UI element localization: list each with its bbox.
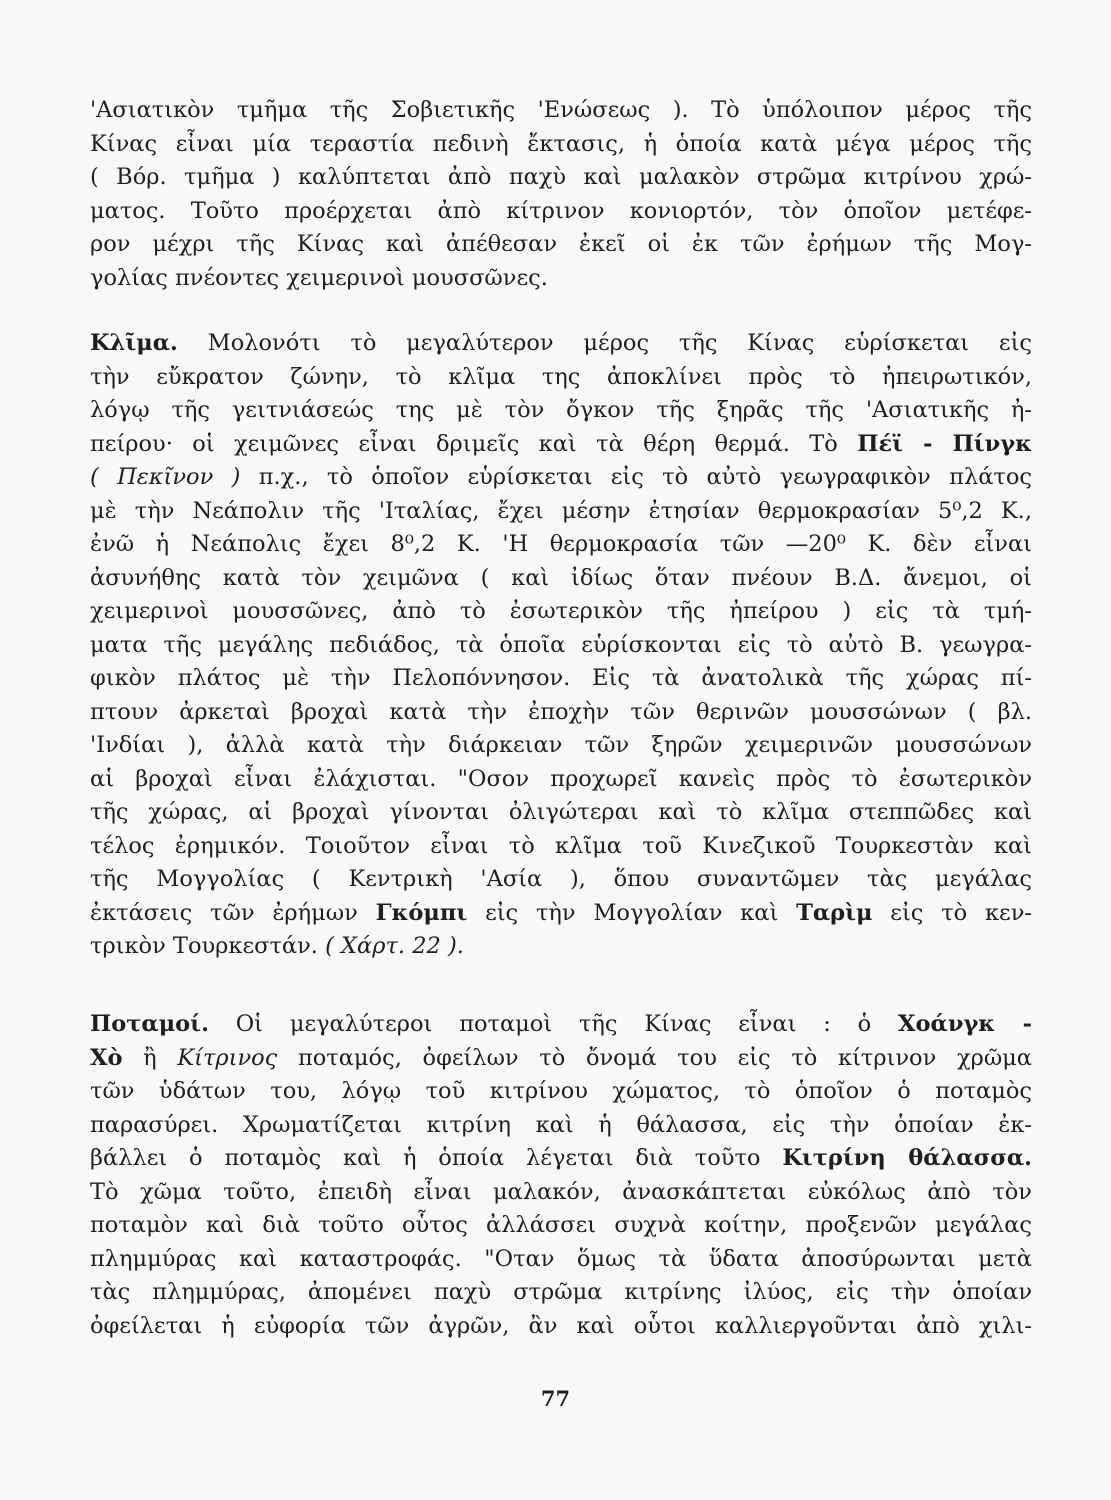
text-line (90, 1008, 1032, 1042)
text-line: λόγῳ τῆς γειτνιάσεώς της μὲ τὸν ὄγκον τῆς ξηρᾶς τῆς 'Ασιατικῆς ἠ- (90, 397, 1032, 423)
text-run: π.χ., τὸ ὁποῖον εὑρίσκεται εἰς τὸ αὐτὸ γεωγραφικὸν πλάτος (240, 464, 1032, 490)
text-line (90, 930, 1032, 964)
text-line: τέλος ἐρημικόν. Τοιοῦτον εἶναι τὸ κλῖμα τοῦ Κινεζικοῦ Τουρκεστὰν καὶ (90, 832, 1032, 859)
text-line: μὲ τὴν Νεάπολιν τῆς 'Ιταλίας, ἔχει μέσην ἐτησίαν θερμοκρασίαν 5⁰,2 Κ., (90, 497, 1032, 524)
text-run: εἰς τὴν Μογγολίαν καὶ (467, 899, 797, 926)
text-line (90, 897, 1032, 931)
text-line: Κίνας εἶναι μία τεραστία πεδινὴ ἔκτασις, ἡ ὁποία κατὰ μέγα μέρος τῆς (90, 130, 1032, 157)
text-line: 'Ασιατικὸν τμῆμα τῆς Σοβιετικῆς 'Ενώσεως ). Τὸ ὑπόλοιπον μέρος τῆς (90, 97, 1032, 123)
text-line: παρασύρει. Χρωματίζεται κιτρίνη καὶ ἡ θάλασσα, εἰς τὴν ὁποίαν ἐκ- (90, 1111, 1032, 1138)
map-reference: ( Χάρτ. 22 ). (325, 933, 464, 959)
text-line (90, 327, 1032, 361)
text-line: χειμερινοὶ μουσσῶνες, ἀπὸ τὸ ἐσωτερικὸν τῆς ἠπείρου ) εἰς τὰ τμή- (90, 598, 1032, 624)
text-line (90, 428, 1032, 462)
place-name-peking: Πέϊ - Πίνγκ (857, 430, 1032, 457)
text-line: 'Ινδίαι ), ἀλλὰ κατὰ τὴν διάρκειαν τῶν ξηρῶν χειμερινῶν μουσσώνων (90, 732, 1032, 758)
text-line (90, 461, 1032, 495)
text-line: Τὸ χῶμα τοῦτο, ἐπειδὴ εἶναι μαλακόν, ἀνασκάπτεται εὐκόλως ἀπὸ τὸν (90, 1178, 1032, 1205)
text-line: τῆς Μογγολίας ( Κεντρικὴ 'Ασία ), ὅπου συναντῶμεν τὰς μεγάλας (90, 866, 1032, 892)
text-run: ἐκτάσεις τῶν ἐρήμων (90, 899, 376, 926)
text-line: ( Βόρ. τμῆμα ) καλύπτεται ἀπὸ παχὺ καὶ μαλακὸν στρῶμα κιτρίνου χρώ- (90, 164, 1032, 190)
sea-name-yellow-sea: Κιτρίνη θάλασσα. (782, 1145, 1032, 1171)
text-line: τὰς πλημμύρας, ἀπομένει παχὺ στρῶμα κιτρίνης ἰλύος, εἰς τὴν ὁποίαν (90, 1279, 1032, 1305)
place-name-tarim: Ταρὶμ (796, 899, 873, 926)
place-name-gobi: Γκόμπι (375, 899, 468, 926)
text-line: τῶν ὑδάτων του, λόγῳ τοῦ κιτρίνου χώματος, τὸ ὁποῖον ὁ ποταμὸς (90, 1078, 1032, 1104)
italic-run: ( Πεκῖνον ) (90, 464, 241, 490)
section-heading-rivers: Ποταμοί. (90, 1011, 209, 1037)
text-line: φικὸν πλάτος μὲ τὴν Πελοπόννησον. Εἰς τὰ ἀνατολικὰ τῆς χώρας πί- (90, 665, 1032, 691)
text-line: ματος. Τοῦτο προέρχεται ἀπὸ κίτρινον κονιορτόν, τὸν ὁποῖον μετέφε- (90, 197, 1032, 224)
page-number: 77 (540, 1386, 571, 1411)
text-line: πλημμύρας καὶ καταστροφάς. "Οταν ὅμως τὰ ὕδατα ἀποσύρωνται μετὰ (90, 1245, 1032, 1272)
text-run: Οἱ μεγαλύτεροι ποταμοὶ τῆς Κίνας εἶναι : ὁ (208, 1011, 899, 1037)
text-run: εἰς τὸ κεν- (872, 899, 1032, 926)
text-line: τὴν εὔκρατον ζώνην, τὸ κλῖμα της ἀποκλίνει πρὸς τὸ ἠπειρωτικόν, (90, 363, 1032, 390)
paragraph-intro (90, 94, 1032, 295)
text-line: ἀσυνήθης κατὰ τὸν χειμῶνα ( καὶ ἰδίως ὅταν πνέουν Β.Δ. ἄνεμοι, οἱ (90, 564, 1032, 591)
text-line: ματα τῆς μεγάλης πεδιάδος, τὰ ὁποῖα εὑρίσκονται εἰς τὸ αὐτὸ Β. γεωγρα- (90, 631, 1032, 658)
paragraph-climate (90, 327, 1032, 964)
text-line: τῆς χώρας, αἱ βροχαὶ γίνονται ὀλιγώτεραι καὶ τὸ κλῖμα στεππῶδες καὶ (90, 799, 1032, 825)
text-run: βάλλει ὁ ποταμὸς καὶ ἡ ὁποία λέγεται διὰ τοῦτο (90, 1145, 783, 1171)
italic-run: Κίτρινος (177, 1044, 278, 1071)
text-line (90, 1042, 1032, 1076)
text-line: γολίας πνέοντες χειμερινοὶ μουσσῶνες. (90, 264, 548, 291)
paragraph-rivers (90, 1008, 1032, 1343)
text-line: ρον μέχρι τῆς Κίνας καὶ ἀπέθεσαν ἐκεῖ οἱ ἐκ τῶν ἐρήμων τῆς Μογ- (90, 231, 1032, 257)
text-run: ποταμός, ὀφείλων τὸ ὄνομά του εἰς τὸ κίτρινον χρῶμα (277, 1044, 1032, 1071)
text-run: τρικὸν Τουρκεστάν. (90, 933, 326, 959)
text-run: πείρου· οἱ χειμῶνες εἶναι δριμεῖς καὶ τὰ θέρη θερμά. Τὸ (90, 430, 858, 457)
text-run: Μολονότι τὸ μεγαλύτερον μέρος τῆς Κίνας εὑρίσκεται εἰς (177, 330, 1032, 356)
text-line: ποταμὸν καὶ διὰ τοῦτο οὗτος ἀλλάσσει συχνὰ κοίτην, προξενῶν μεγάλας (90, 1212, 1032, 1238)
text-line (90, 1142, 1032, 1176)
text-line: ἐνῶ ἡ Νεάπολις ἔχει 8⁰,2 Κ. 'Η θερμοκρασία τῶν —20⁰ Κ. δὲν εἶναι (90, 531, 1032, 557)
text-line: πτουν ἀρκεταὶ βροχαὶ κατὰ τὴν ἐποχὴν τῶν θερινῶν μουσσώνων ( βλ. (90, 698, 1032, 725)
text-line: ὀφείλεται ἡ εὐφορία τῶν ἀγρῶν, ἂν καὶ οὗτοι καλλιεργοῦνται ἀπὸ χιλι- (90, 1312, 1032, 1339)
river-name-huang-ho-cont: Χὸ (90, 1044, 123, 1071)
text-line: αἱ βροχαὶ εἶναι ἐλάχισται. "Οσον προχωρεῖ κανεὶς πρὸς τὸ ἐσωτερικὸν (90, 765, 1032, 792)
section-heading-climate: Κλῖμα. (90, 330, 178, 356)
river-name-huang-ho: Χοάνγκ - (898, 1011, 1032, 1037)
text-run: ἢ (122, 1044, 178, 1071)
